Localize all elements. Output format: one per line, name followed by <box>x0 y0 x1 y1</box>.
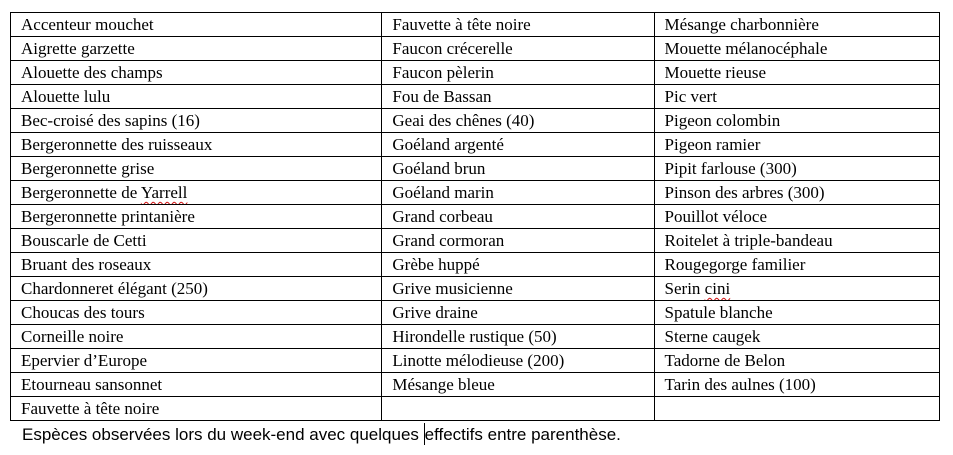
table-cell[interactable]: Sterne caugek <box>654 325 939 349</box>
table-cell[interactable]: Fauvette à tête noire <box>11 397 382 421</box>
table-cell[interactable]: Aigrette garzette <box>11 37 382 61</box>
table-cell[interactable]: Mésange bleue <box>382 373 654 397</box>
table-cell[interactable]: Pipit farlouse (300) <box>654 157 939 181</box>
spellcheck-flagged-word[interactable]: cini <box>704 279 731 298</box>
table-cell[interactable]: Bergeronnette des ruisseaux <box>11 133 382 157</box>
table-row <box>11 37 940 61</box>
table-row <box>11 397 940 421</box>
table-cell-empty[interactable] <box>654 397 939 421</box>
table-cell[interactable]: Grive draine <box>382 301 654 325</box>
table-row <box>11 277 940 301</box>
table-cell[interactable]: Alouette lulu <box>11 85 382 109</box>
table-row <box>11 229 940 253</box>
table-cell[interactable]: Bruant des roseaux <box>11 253 382 277</box>
cell-text-prefix: Serin <box>664 279 705 298</box>
table-cell[interactable]: Bergeronnette printanière <box>11 205 382 229</box>
table-cell[interactable]: Tadorne de Belon <box>654 349 939 373</box>
table-cell[interactable]: Alouette des champs <box>11 61 382 85</box>
table-cell[interactable]: Spatule blanche <box>654 301 939 325</box>
table-cell[interactable]: Rougegorge familier <box>654 253 939 277</box>
species-table <box>10 12 940 421</box>
table-cell[interactable]: Faucon pèlerin <box>382 61 654 85</box>
table-cell[interactable]: Epervier d’Europe <box>11 349 382 373</box>
table-cell[interactable]: Corneille noire <box>11 325 382 349</box>
table-cell[interactable]: Pic vert <box>654 85 939 109</box>
caption-text-start: Espèces observées lors du week-end avec quelques <box>22 425 424 444</box>
table-cell[interactable] <box>654 277 939 301</box>
table-row <box>11 325 940 349</box>
table-cell[interactable]: Chardonneret élégant (250) <box>11 277 382 301</box>
table-cell[interactable]: Goéland marin <box>382 181 654 205</box>
table-cell[interactable]: Goéland argenté <box>382 133 654 157</box>
spellcheck-flagged-word[interactable]: Yarrell <box>140 183 188 202</box>
table-row <box>11 157 940 181</box>
table-cell[interactable]: Roitelet à triple-bandeau <box>654 229 939 253</box>
table-cell[interactable]: Fauvette à tête noire <box>382 13 654 37</box>
table-cell[interactable]: Grèbe huppé <box>382 253 654 277</box>
table-row <box>11 373 940 397</box>
table-row <box>11 85 940 109</box>
table-row <box>11 349 940 373</box>
cell-text-prefix: Bergeronnette de <box>21 183 141 202</box>
table-cell[interactable]: Pouillot véloce <box>654 205 939 229</box>
table-cell[interactable]: Bergeronnette grise <box>11 157 382 181</box>
table-cell[interactable]: Faucon crécerelle <box>382 37 654 61</box>
table-cell[interactable]: Geai des chênes (40) <box>382 109 654 133</box>
table-cell[interactable]: Goéland brun <box>382 157 654 181</box>
table-cell[interactable]: Tarin des aulnes (100) <box>654 373 939 397</box>
table-cell[interactable]: Grand cormoran <box>382 229 654 253</box>
table-cell[interactable]: Fou de Bassan <box>382 85 654 109</box>
table-cell[interactable]: Linotte mélodieuse (200) <box>382 349 654 373</box>
table-row <box>11 301 940 325</box>
table-cell[interactable]: Grand corbeau <box>382 205 654 229</box>
table-caption[interactable] <box>22 423 621 447</box>
table-row <box>11 109 940 133</box>
table-row <box>11 133 940 157</box>
table-cell[interactable]: Choucas des tours <box>11 301 382 325</box>
table-cell[interactable]: Pinson des arbres (300) <box>654 181 939 205</box>
table-row <box>11 181 940 205</box>
table-cell[interactable]: Bouscarle de Cetti <box>11 229 382 253</box>
table-row <box>11 61 940 85</box>
table-cell[interactable]: Grive musicienne <box>382 277 654 301</box>
table-row <box>11 13 940 37</box>
table-cell[interactable]: Accenteur mouchet <box>11 13 382 37</box>
table-row <box>11 205 940 229</box>
table-row <box>11 253 940 277</box>
table-cell[interactable]: Etourneau sansonnet <box>11 373 382 397</box>
table-cell[interactable] <box>11 181 382 205</box>
table-cell[interactable]: Bec-croisé des sapins (16) <box>11 109 382 133</box>
table-cell[interactable]: Pigeon colombin <box>654 109 939 133</box>
table-cell[interactable]: Hirondelle rustique (50) <box>382 325 654 349</box>
table-cell[interactable]: Mouette mélanocéphale <box>654 37 939 61</box>
caption-text-end: effectifs entre parenthèse. <box>424 425 621 444</box>
table-cell[interactable]: Pigeon ramier <box>654 133 939 157</box>
table-cell[interactable]: Mouette rieuse <box>654 61 939 85</box>
table-cell-empty[interactable] <box>382 397 654 421</box>
table-cell[interactable]: Mésange charbonnière <box>654 13 939 37</box>
